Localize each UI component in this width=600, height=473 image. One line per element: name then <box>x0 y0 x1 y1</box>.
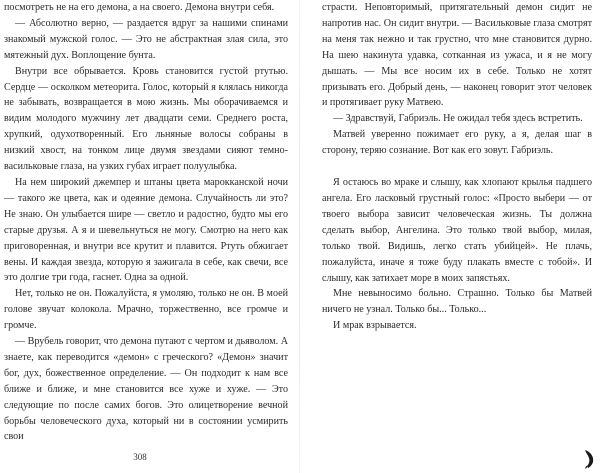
right-paragraph-3: Матвей уверенно пожимает его руку, а я, делая шаг в сторону, теряю сознание. Вот как его зовут. Габриэль. <box>322 129 592 157</box>
page-number: 308 <box>133 452 147 462</box>
right-paragraph-2: — Здравствуй, Габриэль. Не ожидал тебя здесь встретить. <box>333 113 583 125</box>
right-paragraph-4: Я остаюсь во мраке и слышу, как хлопают крылья падшего ангела. Его ласковый грустный голос: «Просто выбери — от твоего выбора зависит человеческая жизнь. Ты должна сделать выбор, Ангелина. Это только твой выбор, милая, только твой. Видишь, легко стать убийцей». Не плачь, пожалуйста, иначе я тоже буду плакать вместе с тобой». И слышу, как затихает море в моих запястьях. <box>322 177 592 284</box>
left-paragraph-3: Внутри все обрывается. Кровь становится густой ртутью. Сердце — осколком метеорита. Голос, который я клялась никогда не забывать, возвращается в мою жизнь. Мы оборачиваемся и видим молодого мужчину лет двадцати семи. Среднего роста, хрупкий, одухотворенный. Его льняные волосы собраны в низкий хвост, на тонком лице двумя звездами сияют темно-васильковые глаза, на узких губах играет полуулыбка. <box>4 65 288 173</box>
left-paragraph-1: посмотреть не на его демона, а на своего. Демона внутри себя. <box>4 2 275 13</box>
section-break <box>322 159 592 175</box>
book-gutter <box>299 0 300 473</box>
right-paragraph-6: И мрак взрывается. <box>333 320 417 332</box>
left-paragraph-6: — Врубель говорит, что демона путают с чертом и дьяволом. А знаете, как переводится «демон» с греческого? «Демон» значит бог, дух, божественное определение. — Он подходит к нам все ближе и ближе, и мне становится все хуже и хуже. — Это следующие по после самих богов. Это олицетворение вечной борьбы человеческого духа, который ни в состоянии усмирить свои <box>4 336 288 443</box>
left-page <box>4 0 288 473</box>
left-paragraph-5: Нет, только не он. Пожалуйста, я умоляю, только не он. В моей голове звучат колокола. Мрачно, торжественно, все громче и громче. <box>4 288 288 332</box>
right-paragraph-5: Мне невыносимо больно. Страшно. Только бы Матвей ничего не узнал. Только бы... Только... <box>322 288 592 316</box>
left-paragraph-4: На нем широкий джемпер и штаны цвета марокканской ночи — такого же цвета, как и одеяние демона. Случайность ли это? Не знаю. Он улыбается шире — светло и радостно, будто мы его старые друзья. А я и шевельнуться не могу. Смотрю на него как приговоренная, и внутри все крутит и плавится. Ртуть обжигает вены. И каждая звезда, которую я зажигала в себе, как свечи, все это долгие три года, гаснет. Одна за одной. <box>4 176 288 284</box>
feather-quill-icon <box>582 449 596 469</box>
left-paragraph-2: — Абсолютно верно, — раздается вдруг за нашими спинами знакомый мужской голос. — Это не абстрактная злая сила, это мятежный дух. Воплощение бунта. <box>4 17 288 61</box>
right-page <box>322 0 592 473</box>
right-paragraph-1: страсти. Неповторимый, притягательный демон сидит не напротив нас. Он сидит внутри. — Васильковые глаза смотрят на меня так нежно и так грустно, что мне становится дурно. На шею накинута удавка, сотканная из ужаса, и я не могу дышать. — Мы все носим их в себе. Только не хотят призывать его. Добрый день, — наконец говорит этот человек и протягивает руку Матвею. <box>322 2 592 109</box>
